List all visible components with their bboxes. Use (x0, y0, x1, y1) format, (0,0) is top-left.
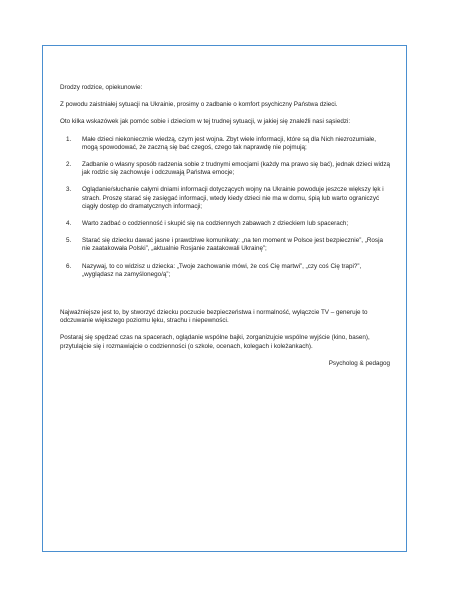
signature: Psycholog & pedagog (328, 359, 390, 367)
list-item (60, 263, 390, 279)
list-item (60, 161, 390, 177)
list-item-number: 3. (66, 186, 72, 194)
list-item-text: Nazywaj, to co widzisz u dziecka: „Twoje zachowanie mówi, że coś Cię martwi”, „czy coś Cię trapi?”, „wyglądasz na zamyślonego/ą”; (82, 262, 362, 278)
list-item-text: Małe dzieci niekoniecznie wiedzą, czym jest wojna. Zbyt wiele informacji, które są dla Nich niezrozumiałe, mogą spowodować, że zaczną się bać czegoś, czego tak naprawdę nie pojmują; (82, 135, 376, 151)
list-item-text: Warto zadbać o codzienność i skupić się na codziennych zabawach z dzieckiem lub spacerach; (82, 220, 349, 228)
paragraph-tips-intro: Oto kilka wskazówek jak pomóc sobie i dzieciom w tej trudnej sytuacji, w jakiej się znaleźli nasi sąsiedzi: (60, 118, 351, 126)
list-item-text: Starać się dziecku dawać jasne i prawdziwe komunikaty: „na ten moment w Polsce jest bezpiecznie”, „Rosja nie zaatakowała Polski”, „aktualnie Rosjanie zaatakowali Ukrainę”; (82, 237, 383, 253)
list-item-number: 5. (66, 237, 72, 245)
list-item (60, 186, 390, 211)
paragraph-activities: Postaraj się spędzać czas na spacerach, oglądanie wspólne bajki, zorganizujcie wspólne wyjście (kino, basen), przytulajcie się i rozmawiajcie o codzienności (o szkole, ocenach, kolegach i koleżankach). (60, 334, 370, 350)
greeting: Drodzy rodzice, opiekunowie: (60, 84, 143, 91)
list-item-number: 6. (66, 262, 72, 270)
letter-content (60, 84, 390, 377)
list-item-number: 1. (66, 135, 72, 143)
paragraph-intro: Z powodu zaistniałej sytuacji na Ukrainie, prosimy o zadbanie o komfort psychiczny Państwa dzieci. (60, 101, 338, 109)
tips-list (60, 136, 390, 279)
list-item (60, 237, 390, 253)
list-item-text: Zadbanie o własny sposób radzenia sobie z trudnymi emocjami (każdy ma prawo się bać), jednak dzieci widzą jak rodzic się zachowuje i odczuwają Państwa emocje; (82, 161, 390, 177)
paragraph-safety: Najważniejsze jest to, by stworzyć dziecku poczucie bezpieczeństwa i normalność, wyłączcie TV – generuje to odczuwanie większego poziomu lęku, strachu i niepewności. (60, 309, 368, 325)
list-item-number: 4. (66, 220, 72, 228)
list-item-text: Oglądanie/słuchanie całymi dniami informacji dotyczących wojny na Ukrainie powoduje jeszcze większy lęk i strach. Proszę starać się zasięgać informacji, wtedy kiedy dzieci nie ma w domu, śpią lub warto ograniczyć ciągły dostęp do dramatycznych informacji; (82, 186, 384, 210)
list-item (60, 220, 390, 228)
list-item-number: 2. (66, 161, 72, 169)
list-item (60, 136, 390, 152)
